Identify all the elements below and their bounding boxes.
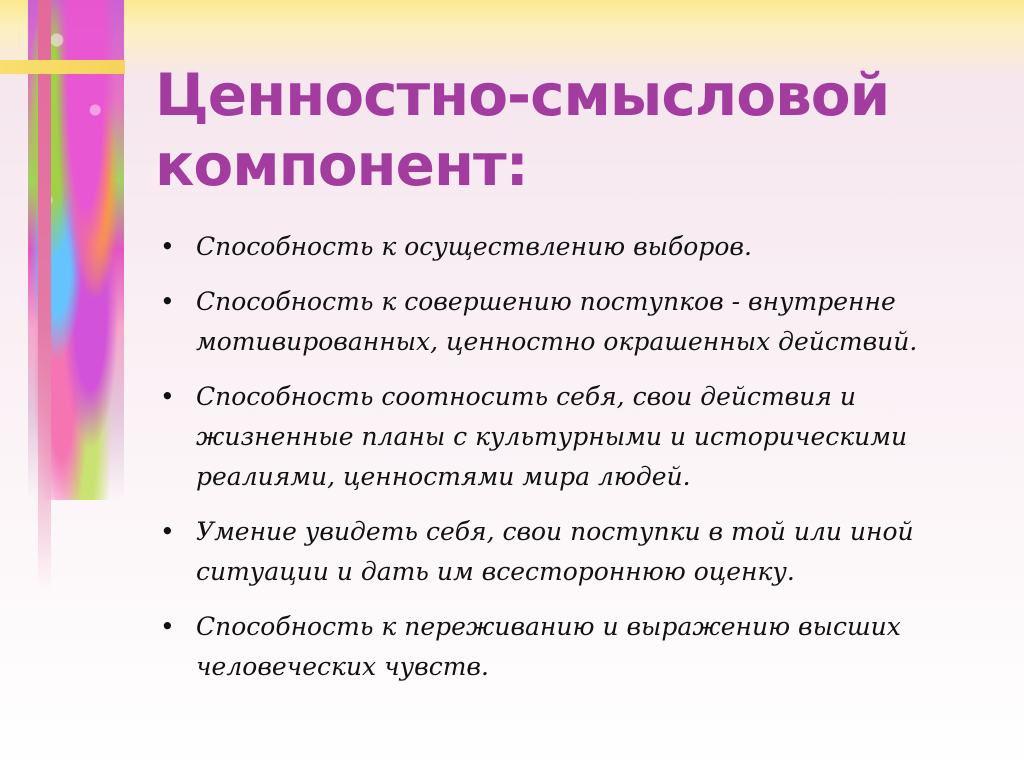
bullet-icon: •	[160, 517, 175, 546]
bullet-item	[160, 377, 1000, 497]
pink-vertical-bar	[38, 0, 51, 590]
bullet-text: Способность к осуществлению выборов.	[196, 232, 752, 261]
bullet-item	[160, 607, 1000, 687]
bullet-text: Способность к переживанию и выражению высших человеческих чувств.	[196, 612, 901, 681]
bullet-icon: •	[160, 382, 175, 411]
yellow-horizontal-bar	[0, 60, 125, 74]
bullet-text: Способность к совершению поступков - внутренне мотивированных, ценностно окрашенных действий.	[196, 287, 918, 356]
bullet-icon: •	[160, 287, 175, 316]
bullet-item	[160, 227, 1000, 267]
bullet-item	[160, 512, 1000, 592]
bullet-text: Умение увидеть себя, свои поступки в той или иной ситуации и дать им всестороннюю оценку.	[196, 517, 914, 586]
bullet-item	[160, 282, 1000, 362]
bullet-icon: •	[160, 232, 175, 261]
slide-title: Ценностно-смысловой компонент:	[155, 61, 890, 199]
bullet-text: Способность соотносить себя, свои действия и жизненные планы с культурными и историческими реалиями, ценностями мира людей.	[196, 382, 908, 491]
bullet-icon: •	[160, 612, 175, 641]
bullet-list	[160, 227, 1000, 702]
